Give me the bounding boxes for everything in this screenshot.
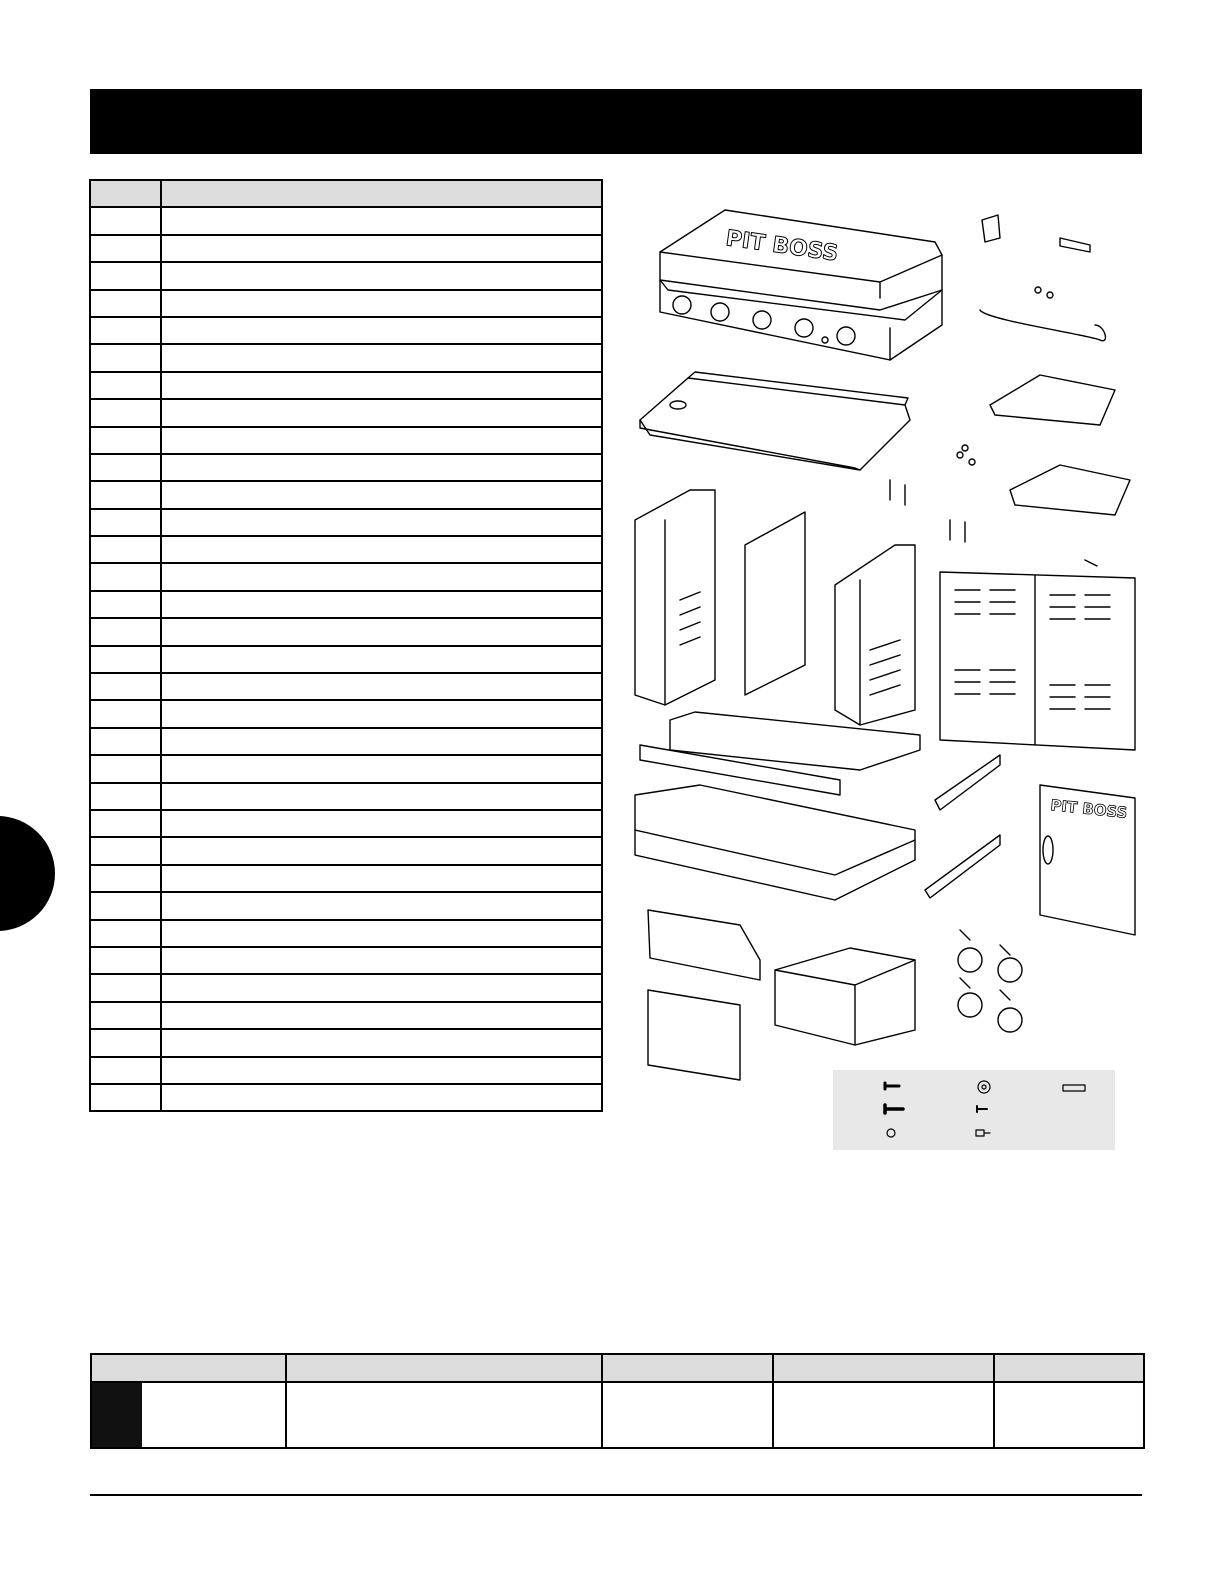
parts-table-row xyxy=(90,290,602,317)
spec-header-cell xyxy=(91,1354,286,1382)
part-number-cell xyxy=(90,892,161,919)
part-description-cell xyxy=(161,1029,602,1056)
part-description-cell xyxy=(161,673,602,700)
part-description-cell xyxy=(161,755,602,782)
part-description-cell xyxy=(161,783,602,810)
griddle-body-illustration xyxy=(660,210,942,360)
exploded-parts-diagram xyxy=(620,200,1140,1160)
part-number-cell xyxy=(90,1002,161,1029)
spec-cell xyxy=(773,1382,994,1448)
part-number-cell xyxy=(90,728,161,755)
parts-table-row xyxy=(90,454,602,481)
parts-table-row xyxy=(90,810,602,837)
parts-list-table xyxy=(89,179,603,1112)
side-door-illustration xyxy=(1040,785,1135,935)
part-number-cell xyxy=(90,427,161,454)
parts-table-row xyxy=(90,974,602,1001)
part-number-cell xyxy=(90,1084,161,1111)
part-number-cell xyxy=(90,372,161,399)
part-number-cell xyxy=(90,947,161,974)
part-description-cell xyxy=(161,810,602,837)
parts-table-row xyxy=(90,372,602,399)
parts-table-row xyxy=(90,481,602,508)
parts-table-row xyxy=(90,1002,602,1029)
part-number-cell xyxy=(90,646,161,673)
part-description-cell xyxy=(161,563,602,590)
part-number-cell xyxy=(90,673,161,700)
header-description xyxy=(161,180,602,207)
part-number-cell xyxy=(90,481,161,508)
part-description-cell xyxy=(161,1057,602,1084)
parts-table-row xyxy=(90,563,602,590)
part-description-cell xyxy=(161,454,602,481)
part-description-cell xyxy=(161,837,602,864)
part-description-cell xyxy=(161,618,602,645)
spec-table-header xyxy=(91,1354,1144,1382)
spec-cell xyxy=(286,1382,602,1448)
parts-table-row xyxy=(90,509,602,536)
spec-header-cell xyxy=(602,1354,773,1382)
part-description-cell xyxy=(161,427,602,454)
part-number-cell xyxy=(90,290,161,317)
parts-table-row xyxy=(90,1084,602,1111)
parts-table-row xyxy=(90,317,602,344)
part-number-cell xyxy=(90,262,161,289)
hardware-panel xyxy=(833,1070,1115,1150)
parts-table-row xyxy=(90,1057,602,1084)
spec-header-cell xyxy=(286,1354,602,1382)
part-description-cell xyxy=(161,262,602,289)
part-description-cell xyxy=(161,1084,602,1111)
parts-table-row xyxy=(90,427,602,454)
part-number-cell xyxy=(90,235,161,262)
part-description-cell xyxy=(161,399,602,426)
section-title-banner xyxy=(90,89,1142,154)
griddle-plate-illustration xyxy=(640,372,910,470)
parts-table-row xyxy=(90,536,602,563)
part-description-cell xyxy=(161,235,602,262)
part-description-cell xyxy=(161,290,602,317)
parts-table-row xyxy=(90,755,602,782)
part-number-cell xyxy=(90,536,161,563)
parts-table-row xyxy=(90,865,602,892)
cabinet-doors-illustration xyxy=(940,572,1135,750)
parts-table-row xyxy=(90,728,602,755)
spec-model-cell xyxy=(91,1382,286,1448)
part-description-cell xyxy=(161,892,602,919)
parts-table-row xyxy=(90,700,602,727)
part-number-cell xyxy=(90,974,161,1001)
part-description-cell xyxy=(161,920,602,947)
parts-table-row xyxy=(90,947,602,974)
specification-table xyxy=(90,1353,1145,1449)
part-description-cell xyxy=(161,865,602,892)
parts-table-row xyxy=(90,207,602,234)
part-description-cell xyxy=(161,646,602,673)
part-number-cell xyxy=(90,810,161,837)
parts-table-row xyxy=(90,837,602,864)
part-number-cell xyxy=(90,591,161,618)
spec-header-cell xyxy=(994,1354,1144,1382)
header-number xyxy=(90,180,161,207)
parts-table-row xyxy=(90,591,602,618)
footer-rule xyxy=(90,1494,1142,1496)
part-number-cell xyxy=(90,317,161,344)
spec-header-cell xyxy=(773,1354,994,1382)
parts-table-row xyxy=(90,1029,602,1056)
part-number-cell xyxy=(90,207,161,234)
part-number-cell xyxy=(90,344,161,371)
part-number-cell xyxy=(90,700,161,727)
parts-table-row xyxy=(90,646,602,673)
part-number-cell xyxy=(90,783,161,810)
part-number-cell xyxy=(90,509,161,536)
part-description-cell xyxy=(161,728,602,755)
parts-table-row xyxy=(90,783,602,810)
part-description-cell xyxy=(161,207,602,234)
part-number-cell xyxy=(90,755,161,782)
door-logo-text: PIT BOSS xyxy=(1049,796,1129,823)
part-number-cell xyxy=(90,454,161,481)
parts-table-row xyxy=(90,399,602,426)
parts-table-row xyxy=(90,618,602,645)
model-color-swatch xyxy=(92,1383,142,1447)
part-number-cell xyxy=(90,837,161,864)
drawers-illustration xyxy=(648,910,915,1080)
part-number-cell xyxy=(90,399,161,426)
parts-table-row xyxy=(90,235,602,262)
part-description-cell xyxy=(161,1002,602,1029)
part-description-cell xyxy=(161,591,602,618)
part-description-cell xyxy=(161,344,602,371)
part-number-cell xyxy=(90,1029,161,1056)
spec-table-row xyxy=(91,1382,1144,1448)
parts-table-row xyxy=(90,673,602,700)
part-description-cell xyxy=(161,947,602,974)
parts-table-row xyxy=(90,920,602,947)
part-description-cell xyxy=(161,372,602,399)
part-description-cell xyxy=(161,700,602,727)
part-description-cell xyxy=(161,317,602,344)
parts-table-row xyxy=(90,344,602,371)
parts-table-row xyxy=(90,892,602,919)
lid-logo-text: PIT BOSS xyxy=(724,226,840,267)
parts-table-header xyxy=(90,180,602,207)
part-description-cell xyxy=(161,974,602,1001)
part-number-cell xyxy=(90,618,161,645)
spec-cell xyxy=(602,1382,773,1448)
side-section-tab xyxy=(0,816,55,931)
cart-side-panels-illustration xyxy=(635,490,915,725)
spec-cell xyxy=(994,1382,1144,1448)
part-number-cell xyxy=(90,1057,161,1084)
casters-illustration xyxy=(958,930,1022,1032)
part-number-cell xyxy=(90,920,161,947)
part-description-cell xyxy=(161,536,602,563)
part-number-cell xyxy=(90,865,161,892)
accessories-illustration xyxy=(890,215,1130,566)
part-description-cell xyxy=(161,509,602,536)
part-number-cell xyxy=(90,563,161,590)
part-description-cell xyxy=(161,481,602,508)
parts-table-row xyxy=(90,262,602,289)
